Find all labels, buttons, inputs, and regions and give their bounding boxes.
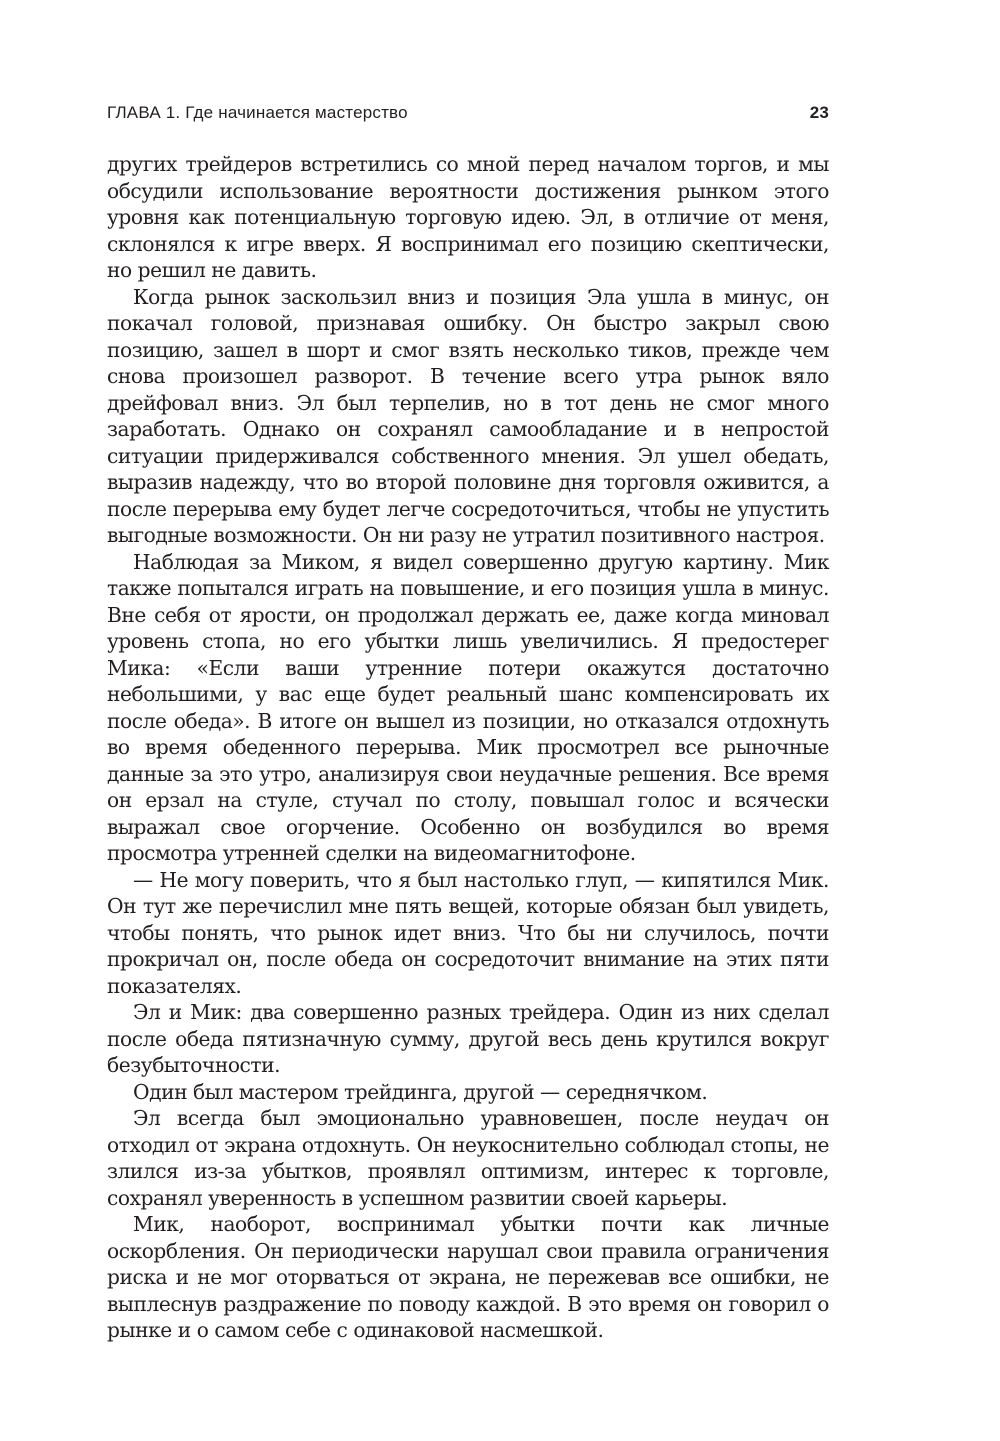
paragraph-4-dialogue: — Не могу поверить, что я был настолько глуп, — кипятился Мик. Он тут же перечислил мне пять вещей, которые обязан был увидеть, чтобы понять, что рынок идет вниз. Что бы ни случилось, почти прокричал он, после обеда он сосредоточит внимание на этих пяти показателях. bbox=[107, 867, 829, 998]
page-number: 23 bbox=[809, 103, 829, 122]
paragraph-5: Эл и Мик: два совершенно разных трейдера. Один из них сделал после обеда пятизначную сумму, другой весь день крутился вокруг безубыточности. bbox=[107, 1000, 829, 1077]
paragraph-3: Наблюдая за Миком, я видел совершенно другую картину. Мик также попытался играть на повышение, и его позиция ушла в минус. Вне себя от ярости, он продолжал держать ее, даже когда миновал уровень стопа, но его убытки лишь увеличились. Я предостерег Мика: «Если ваши утренние потери окажутся достаточно небольшими, у вас еще будет реальный шанс компенсировать их после обеда». В итоге он вышел из позиции, но отказался отдохнуть во время обеденного перерыва. Мик просмотрел все рыночные данные за это утро, анализируя свои неудачные решения. Все время он ерзал на стуле, стучал по столу, повышал голос и всячески выражал свое огорчение. Особенно он возбудился во время просмотра утренней сделки на видеомагнитофоне. bbox=[107, 549, 829, 865]
running-header bbox=[107, 103, 829, 129]
paragraph-2: Когда рынок заскользил вниз и позиция Эла ушла в минус, он покачал головой, признавая ошибку. Он быстро закрыл свою позицию, зашел в шорт и смог взять несколько тиков, прежде чем снова произошел разворот. В течение всего утра рынок вяло дрейфовал вниз. Эл был терпелив, но в тот день не смог много заработать. Однако он сохранял самообладание и в непростой ситуации придерживался собственного мнения. Эл ушел обедать, выразив надежду, что во второй половине дня торговля оживится, а после перерыва ему будет легче сосредоточиться, чтобы не упустить выгодные возможности. Он ни разу не утратил позитивного настроя. bbox=[107, 284, 829, 547]
paragraph-6: Один был мастером трейдинга, другой — середнячком. bbox=[133, 1079, 708, 1104]
paragraph-8: Мик, наоборот, воспринимал убытки почти как личные оскорбления. Он периодически нарушал свои правила ограничения риска и не мог оторваться от экрана, не пережевав все ошибки, не выплеснув раздражение по поводу каждой. В это время он говорил о рынке и о самом себе с одинаковой насмешкой. bbox=[107, 1212, 829, 1342]
body-text bbox=[107, 151, 829, 1344]
paragraph-1: других трейдеров встретились со мной перед началом торгов, и мы обсудили использование вероятности достижения рынком этого уровня как потенциальную торговую идею. Эл, в отличие от меня, склонялся к игре вверх. Я воспринимал его позицию скептически, но решил не давить. bbox=[107, 152, 829, 282]
chapter-title: ГЛАВА 1. Где начинается мастерство bbox=[107, 103, 408, 122]
paragraph-7: Эл всегда был эмоционально уравновешен, после неудач он отходил от экрана отдохнуть. Он неукоснительно соблюдал стопы, не злился из-за убытков, проявлял оптимизм, интерес к торговле, сохранял уверенность в успешном развитии своей карьеры. bbox=[107, 1106, 829, 1210]
